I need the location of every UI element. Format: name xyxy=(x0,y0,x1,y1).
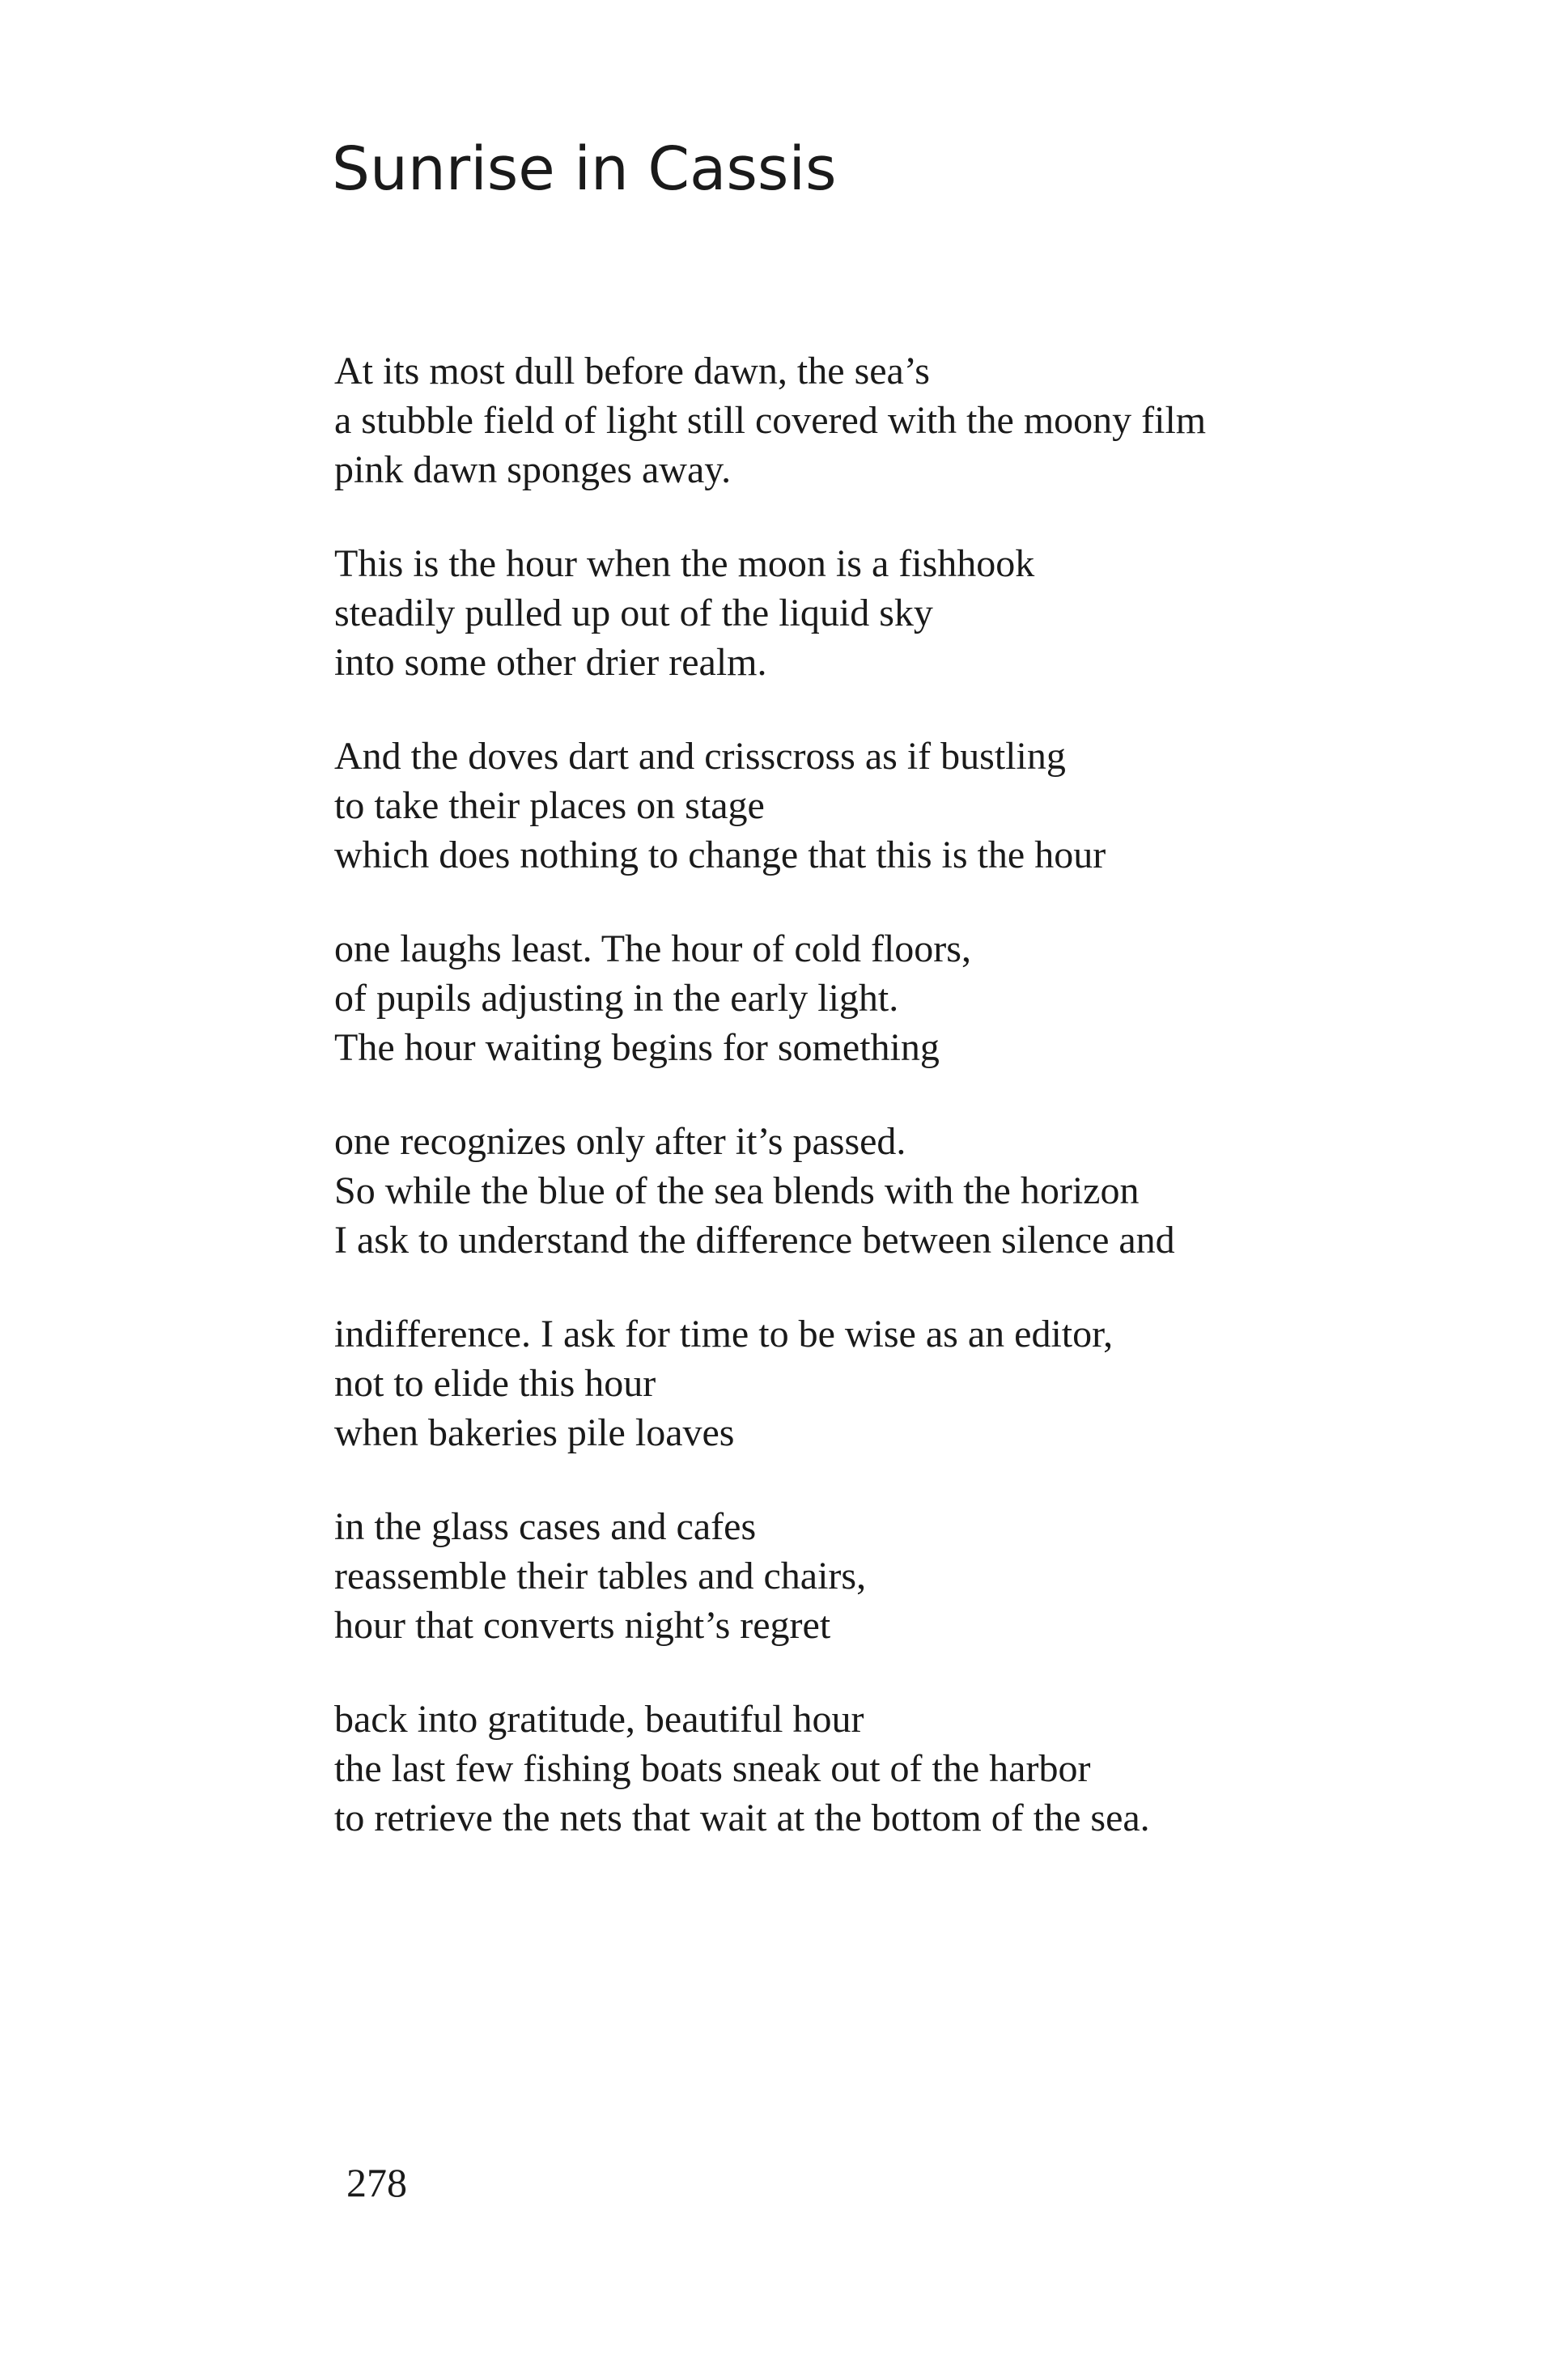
poem-line: back into gratitude, beautiful hour xyxy=(334,1698,864,1741)
stanza xyxy=(334,1502,1386,1650)
poem-body xyxy=(334,346,1386,1887)
stanza xyxy=(334,1695,1386,1843)
stanza xyxy=(334,539,1386,687)
stanza xyxy=(334,732,1386,880)
stanza xyxy=(334,346,1386,494)
poem-line: I ask to understand the difference between silence and xyxy=(334,1219,1175,1262)
poem-line: hour that converts night’s regret xyxy=(334,1604,831,1647)
poem-line: of pupils adjusting in the early light. xyxy=(334,977,899,1020)
poem-line: to retrieve the nets that wait at the bottom of the sea. xyxy=(334,1797,1150,1839)
poem-line: steadily pulled up out of the liquid sky xyxy=(334,592,933,634)
poem-line: a stubble field of light still covered with the moony film xyxy=(334,399,1207,442)
stanza xyxy=(334,924,1386,1072)
poem-line: when bakeries pile loaves xyxy=(334,1411,735,1454)
poem-line: The hour waiting begins for something xyxy=(334,1026,940,1069)
poem-line: reassemble their tables and chairs, xyxy=(334,1555,867,1597)
poem-title: Sunrise in Cassis xyxy=(332,134,837,204)
poem-line: one laughs least. The hour of cold floors, xyxy=(334,927,971,970)
poem-line: in the glass cases and cafes xyxy=(334,1505,757,1548)
poem-line: This is the hour when the moon is a fishhook xyxy=(334,542,1035,585)
poem-line: indifference. I ask for time to be wise as an editor, xyxy=(334,1313,1114,1355)
poem-line: the last few fishing boats sneak out of the harbor xyxy=(334,1747,1091,1790)
poem-line: And the doves dart and crisscross as if bustling xyxy=(334,735,1066,778)
poem-line: one recognizes only after it’s passed. xyxy=(334,1120,906,1163)
poem-line: not to elide this hour xyxy=(334,1362,656,1405)
poem-line: So while the blue of the sea blends with the horizon xyxy=(334,1169,1140,1212)
poem-line: pink dawn sponges away. xyxy=(334,448,732,491)
poem-line: At its most dull before dawn, the sea’s xyxy=(334,350,930,392)
poem-line: which does nothing to change that this is the hour xyxy=(334,834,1106,876)
poem-line: to take their places on stage xyxy=(334,784,765,827)
stanza xyxy=(334,1117,1386,1265)
poem-line: into some other drier realm. xyxy=(334,641,767,684)
page-number: 278 xyxy=(346,2160,407,2205)
stanza xyxy=(334,1309,1386,1457)
